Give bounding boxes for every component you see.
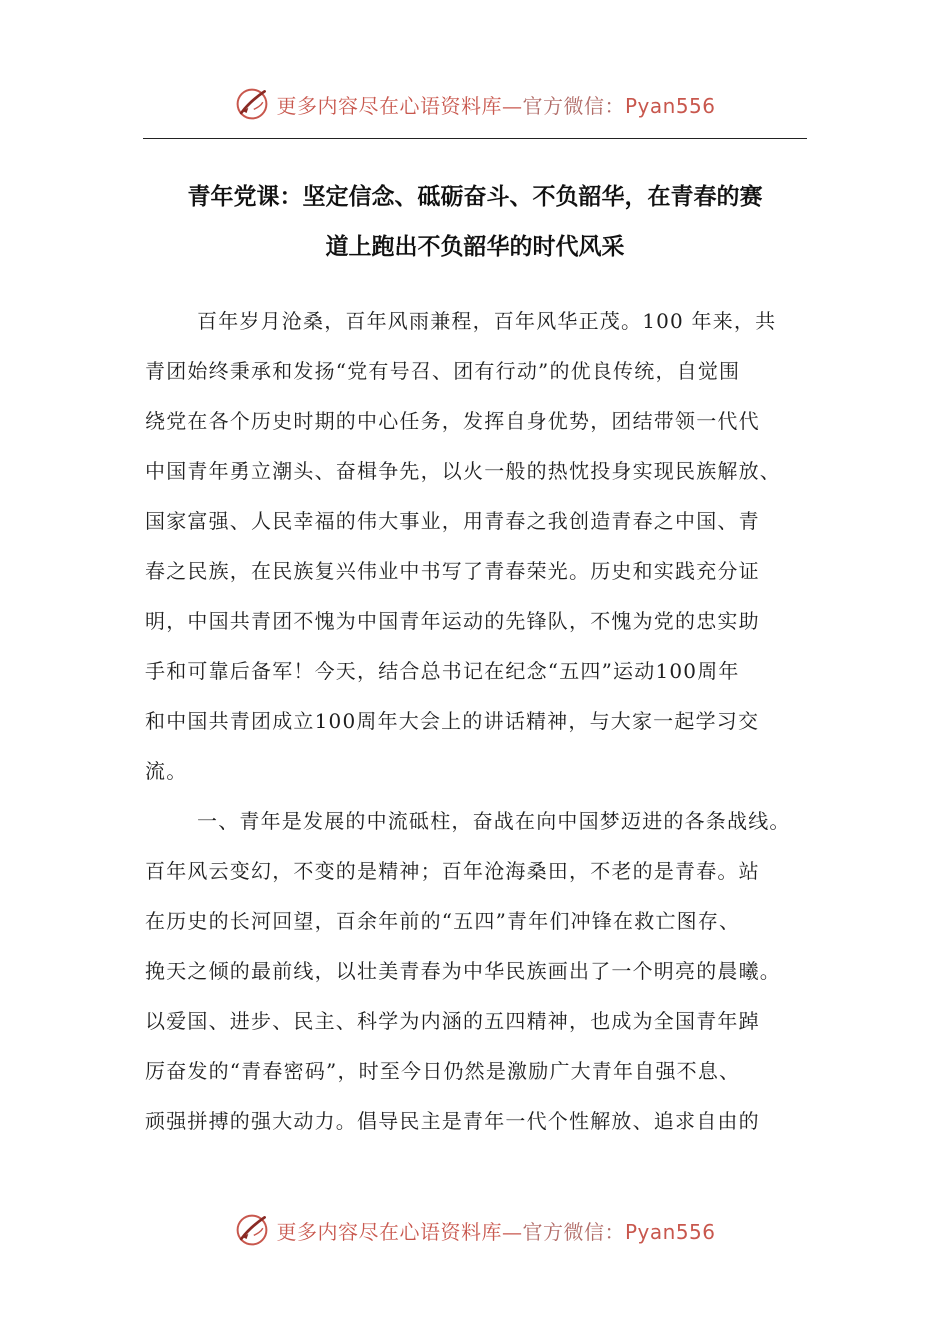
body-line: 挽天之倾的最前线，以壮美青春为中华民族画出了一个明亮的晨曦。 bbox=[145, 959, 781, 983]
banner-site-name: 更多内容尽在心语资料库 bbox=[276, 93, 502, 118]
document-body bbox=[145, 296, 825, 1146]
banner-text bbox=[276, 1216, 715, 1245]
body-line: 中国青年勇立潮头、奋楫争先，以火一般的热忱投身实现民族解放、 bbox=[145, 459, 781, 483]
body-line: 流。 bbox=[145, 759, 188, 783]
pen-logo-icon bbox=[234, 1212, 270, 1248]
body-line: 明，中国共青团不愧为中国青年运动的先锋队，不愧为党的忠实助 bbox=[145, 609, 760, 633]
body-line: 青团始终秉承和发扬“党有号召、团有行动”的优良传统，自觉围 bbox=[145, 359, 741, 383]
body-line: 顽强拼搏的强大动力。倡导民主是青年一代个性解放、追求自由的 bbox=[145, 1109, 760, 1133]
body-line: 手和可靠后备军！今天，结合总书记在纪念“五四”运动100周年 bbox=[145, 659, 740, 683]
body-line: 厉奋发的“青春密码”，时至今日仍然是激励广大青年自强不息、 bbox=[145, 1059, 741, 1083]
banner-text bbox=[276, 90, 715, 119]
title-line: 道上跑出不负韶华的时代风采 bbox=[325, 234, 625, 260]
banner-separator: — bbox=[501, 1219, 523, 1244]
section-heading-line: 一、青年是发展的中流砥柱，奋战在向中国梦迈进的各条战线。 bbox=[197, 809, 791, 833]
header-banner bbox=[0, 84, 950, 124]
header-divider bbox=[143, 138, 807, 139]
body-line: 以爱国、进步、民主、科学为内涵的五四精神，也成为全国青年踔 bbox=[145, 1009, 760, 1033]
body-line: 春之民族，在民族复兴伟业中书写了青春荣光。历史和实践充分证 bbox=[145, 559, 760, 583]
document-title bbox=[143, 172, 807, 272]
body-line: 绕党在各个历史时期的中心任务，发挥自身优势，团结带领一代代 bbox=[145, 409, 760, 433]
body-line: 百年岁月沧桑，百年风雨兼程，百年风华正茂。100 年来，共 bbox=[197, 309, 777, 333]
body-line: 和中国共青团成立100周年大会上的讲话精神，与大家一起学习交 bbox=[145, 709, 760, 733]
body-line: 国家富强、人民幸福的伟大事业，用青春之我创造青春之中国、青 bbox=[145, 509, 760, 533]
body-line: 百年风云变幻，不变的是精神；百年沧海桑田，不老的是青春。站 bbox=[145, 859, 760, 883]
footer-banner bbox=[0, 1210, 950, 1250]
title-line: 青年党课：坚定信念、砥砺奋斗、不负韶华，在青春的赛 bbox=[187, 184, 763, 210]
banner-wechat-label: 官方微信： bbox=[522, 93, 625, 118]
banner-wechat-label: 官方微信： bbox=[522, 1219, 625, 1244]
banner-separator: — bbox=[501, 93, 523, 118]
banner-site-name: 更多内容尽在心语资料库 bbox=[276, 1219, 502, 1244]
banner-wechat-id: Pyan556 bbox=[624, 1219, 716, 1244]
pen-logo-icon bbox=[234, 86, 270, 122]
body-line: 在历史的长河回望，百余年前的“五四”青年们冲锋在救亡图存、 bbox=[145, 909, 741, 933]
banner-wechat-id: Pyan556 bbox=[624, 93, 716, 118]
